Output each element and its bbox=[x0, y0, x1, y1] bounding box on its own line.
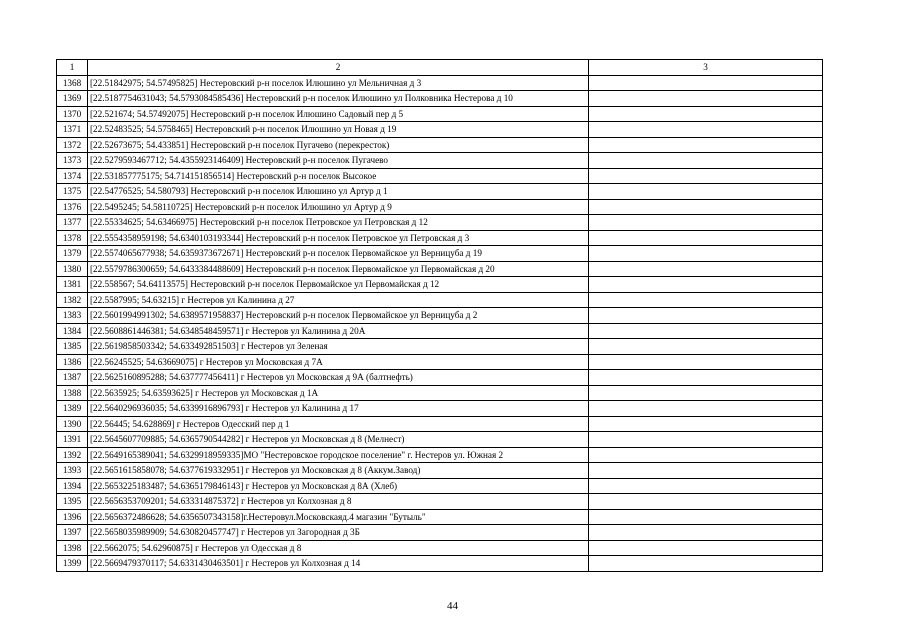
table-row bbox=[57, 230, 823, 246]
row-number: 1390 bbox=[57, 416, 88, 432]
header-col-3: 3 bbox=[589, 60, 823, 76]
row-address: [22.54776525; 54.580793] Нестеровский р-н поселок Илюшино ул Артур д 1 bbox=[88, 184, 589, 200]
row-col-3 bbox=[589, 401, 823, 417]
row-address: [22.51842975; 54.57495825] Нестеровский р-н поселок Илюшино ул Мельничная д 3 bbox=[88, 75, 589, 91]
row-col-3 bbox=[589, 339, 823, 355]
row-col-3 bbox=[589, 416, 823, 432]
row-col-3 bbox=[589, 106, 823, 122]
row-address: [22.52483525; 54.5758465] Нестеровский р-н поселок Илюшино ул Новая д 19 bbox=[88, 122, 589, 138]
row-col-3 bbox=[589, 308, 823, 324]
row-number: 1378 bbox=[57, 230, 88, 246]
row-col-3 bbox=[589, 215, 823, 231]
row-col-3 bbox=[589, 91, 823, 107]
row-number: 1369 bbox=[57, 91, 88, 107]
row-col-3 bbox=[589, 199, 823, 215]
row-col-3 bbox=[589, 261, 823, 277]
row-number: 1393 bbox=[57, 463, 88, 479]
table-row bbox=[57, 525, 823, 541]
row-address: [22.5651615858078; 54.6377619332951] г Нестеров ул Московская д 8 (Аккум.Завод) bbox=[88, 463, 589, 479]
row-address: [22.56245525; 54.63669075] г Нестеров ул Московская д 7А bbox=[88, 354, 589, 370]
row-col-3 bbox=[589, 478, 823, 494]
row-number: 1394 bbox=[57, 478, 88, 494]
table-row bbox=[57, 323, 823, 339]
row-number: 1374 bbox=[57, 168, 88, 184]
row-number: 1398 bbox=[57, 540, 88, 556]
row-number: 1397 bbox=[57, 525, 88, 541]
row-number: 1380 bbox=[57, 261, 88, 277]
row-number: 1389 bbox=[57, 401, 88, 417]
row-address: [22.5279593467712; 54.4355923146409] Нестеровский р-н поселок Пугачево bbox=[88, 153, 589, 169]
row-address: [22.5608861446381; 54.6348548459571] г Нестеров ул Калинина д 20А bbox=[88, 323, 589, 339]
table-row bbox=[57, 463, 823, 479]
table-row bbox=[57, 370, 823, 386]
table-row bbox=[57, 184, 823, 200]
row-col-3 bbox=[589, 246, 823, 262]
row-number: 1391 bbox=[57, 432, 88, 448]
row-col-3 bbox=[589, 292, 823, 308]
header-col-1: 1 bbox=[57, 60, 88, 76]
row-number: 1376 bbox=[57, 199, 88, 215]
row-col-3 bbox=[589, 153, 823, 169]
row-col-3 bbox=[589, 184, 823, 200]
row-col-3 bbox=[589, 385, 823, 401]
row-col-3 bbox=[589, 354, 823, 370]
table-row bbox=[57, 401, 823, 417]
table-row bbox=[57, 308, 823, 324]
row-col-3 bbox=[589, 230, 823, 246]
row-number: 1384 bbox=[57, 323, 88, 339]
row-col-3 bbox=[589, 525, 823, 541]
row-address: [22.5619858503342; 54.633492851503] г Нестеров ул Зеленая bbox=[88, 339, 589, 355]
table-header-row bbox=[57, 60, 823, 76]
row-address: [22.5579786300659; 54.6433384488609] Нестеровский р-н поселок Первомайское ул Первомайская д 20 bbox=[88, 261, 589, 277]
row-address: [22.5587995; 54.63215] г Нестеров ул Калинина д 27 bbox=[88, 292, 589, 308]
row-number: 1377 bbox=[57, 215, 88, 231]
row-col-3 bbox=[589, 370, 823, 386]
row-address: [22.531857775175; 54.714151856514] Нестеровский р-н поселок Высокое bbox=[88, 168, 589, 184]
table-row bbox=[57, 432, 823, 448]
row-address: [22.521674; 54.57492075] Нестеровский р-н поселок Илюшино Садовый пер д 5 bbox=[88, 106, 589, 122]
row-number: 1383 bbox=[57, 308, 88, 324]
row-col-3 bbox=[589, 463, 823, 479]
row-col-3 bbox=[589, 556, 823, 572]
address-table bbox=[56, 59, 823, 572]
row-number: 1375 bbox=[57, 184, 88, 200]
table-row bbox=[57, 91, 823, 107]
page-number: 44 bbox=[447, 600, 458, 612]
table-row bbox=[57, 447, 823, 463]
table-row bbox=[57, 261, 823, 277]
row-address: [22.5574065677938; 54.6359373672671] Нестеровский р-н поселок Первомайское ул Верницуба д 19 bbox=[88, 246, 589, 262]
row-number: 1386 bbox=[57, 354, 88, 370]
table-row bbox=[57, 106, 823, 122]
row-number: 1388 bbox=[57, 385, 88, 401]
row-number: 1381 bbox=[57, 277, 88, 293]
row-address: [22.5187754631043; 54.5793084585436] Нестеровский р-н поселок Илюшино ул Полковника Нестерова д 10 bbox=[88, 91, 589, 107]
row-col-3 bbox=[589, 168, 823, 184]
row-address: [22.5669479370117; 54.6331430463501] г Нестеров ул Колхозная д 14 bbox=[88, 556, 589, 572]
row-number: 1392 bbox=[57, 447, 88, 463]
row-address: [22.5656353709201; 54.633314875372] г Нестеров ул Колхозная д 8 bbox=[88, 494, 589, 510]
row-number: 1399 bbox=[57, 556, 88, 572]
row-number: 1385 bbox=[57, 339, 88, 355]
row-col-3 bbox=[589, 75, 823, 91]
row-address: [22.5635925; 54.63593625] г Нестеров ул Московская д 1А bbox=[88, 385, 589, 401]
row-address: [22.5495245; 54.58110725] Нестеровский р-н поселок Илюшино ул Артур д 9 bbox=[88, 199, 589, 215]
table-row bbox=[57, 416, 823, 432]
row-number: 1379 bbox=[57, 246, 88, 262]
table-row bbox=[57, 122, 823, 138]
row-number: 1387 bbox=[57, 370, 88, 386]
row-number: 1373 bbox=[57, 153, 88, 169]
table-row bbox=[57, 354, 823, 370]
table-row bbox=[57, 292, 823, 308]
row-number: 1372 bbox=[57, 137, 88, 153]
row-col-3 bbox=[589, 447, 823, 463]
row-address: [22.558567; 54.64113575] Нестеровский р-н поселок Первомайское ул Первомайская д 12 bbox=[88, 277, 589, 293]
table-row bbox=[57, 199, 823, 215]
row-address: [22.5625160895288; 54.637777456411] г Нестеров ул Московская д 9А (балтнефть) bbox=[88, 370, 589, 386]
row-col-3 bbox=[589, 509, 823, 525]
row-col-3 bbox=[589, 323, 823, 339]
table-row bbox=[57, 478, 823, 494]
row-number: 1371 bbox=[57, 122, 88, 138]
table-row bbox=[57, 509, 823, 525]
row-number: 1368 bbox=[57, 75, 88, 91]
row-col-3 bbox=[589, 432, 823, 448]
table-row bbox=[57, 494, 823, 510]
table-row bbox=[57, 137, 823, 153]
table-row bbox=[57, 556, 823, 572]
table-row bbox=[57, 168, 823, 184]
table-row bbox=[57, 540, 823, 556]
table-row bbox=[57, 153, 823, 169]
header-col-2: 2 bbox=[88, 60, 589, 76]
row-address: [22.5656372486628; 54.6356507343158]г.Нестеровул.Московскаяд.4 магазин "Бутыль" bbox=[88, 509, 589, 525]
row-address: [22.5554358959198; 54.6340103193344] Нестеровский р-н поселок Петровское ул Петровская д 3 bbox=[88, 230, 589, 246]
table-row bbox=[57, 277, 823, 293]
row-address: [22.5601994991302; 54.6389571958837] Нестеровский р-н поселок Первомайское ул Верницуба д 2 bbox=[88, 308, 589, 324]
row-number: 1395 bbox=[57, 494, 88, 510]
row-address: [22.55334625; 54.63466975] Нестеровский р-н поселок Петровское ул Петровская д 12 bbox=[88, 215, 589, 231]
row-address: [22.56445; 54.628869] г Нестеров Одесский пер д 1 bbox=[88, 416, 589, 432]
row-address: [22.5653225183487; 54.6365179846143] г Нестеров ул Московская д 8А (Хлеб) bbox=[88, 478, 589, 494]
row-address: [22.5649165389041; 54.6329918959335]МО "Нестеровское городское поселение" г. Нестеров ул. Южная 2 bbox=[88, 447, 589, 463]
table-row bbox=[57, 215, 823, 231]
row-number: 1370 bbox=[57, 106, 88, 122]
row-address: [22.52673675; 54.433851] Нестеровский р-н поселок Пугачево (перекресток) bbox=[88, 137, 589, 153]
table-row bbox=[57, 75, 823, 91]
table-row bbox=[57, 385, 823, 401]
row-col-3 bbox=[589, 137, 823, 153]
row-col-3 bbox=[589, 122, 823, 138]
row-address: [22.5640296936035; 54.6339916896793] г Нестеров ул Калинина д 17 bbox=[88, 401, 589, 417]
row-address: [22.5662075; 54.62960875] г Нестеров ул Одесская д 8 bbox=[88, 540, 589, 556]
row-col-3 bbox=[589, 540, 823, 556]
row-number: 1382 bbox=[57, 292, 88, 308]
row-address: [22.5658035989909; 54.630820457747] г Нестеров ул Загородная д 3Б bbox=[88, 525, 589, 541]
row-col-3 bbox=[589, 494, 823, 510]
row-col-3 bbox=[589, 277, 823, 293]
table-row bbox=[57, 339, 823, 355]
row-number: 1396 bbox=[57, 509, 88, 525]
table-row bbox=[57, 246, 823, 262]
row-address: [22.5645607709885; 54.6365790544282] г Нестеров ул Московская д 8 (Мелнест) bbox=[88, 432, 589, 448]
